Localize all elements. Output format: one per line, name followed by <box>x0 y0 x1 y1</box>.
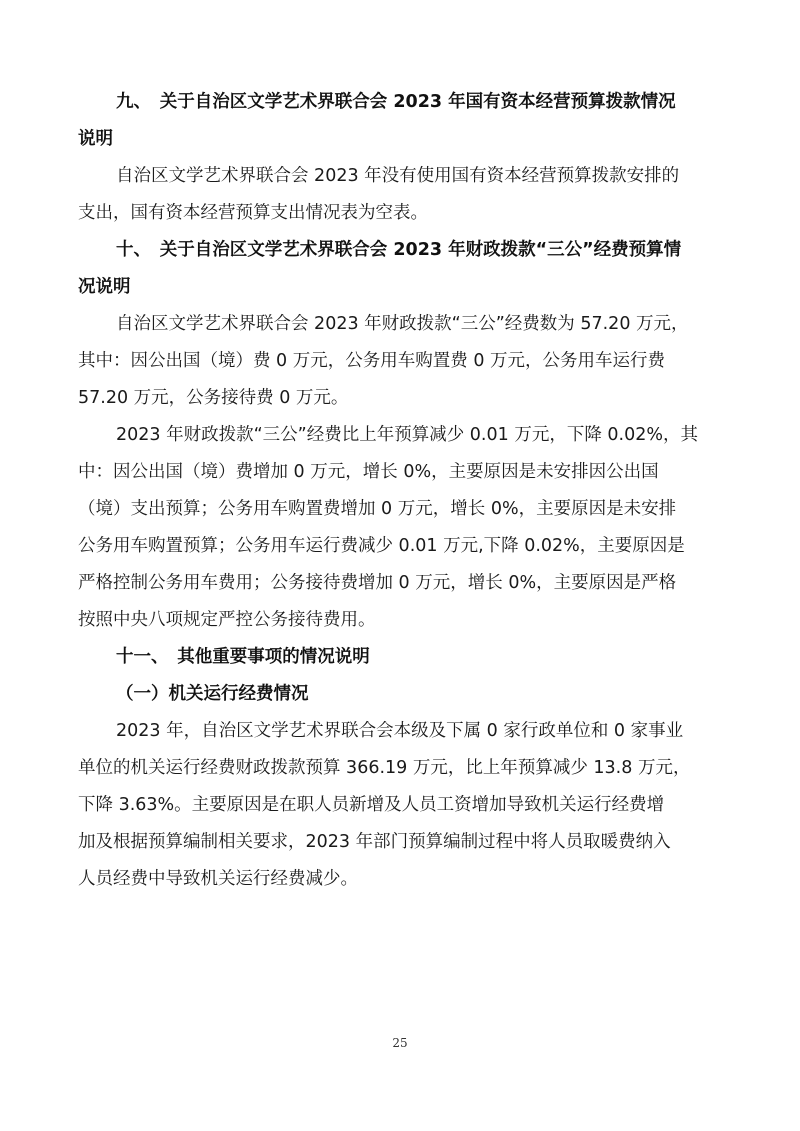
section-11-sub1-line-3: 下降 3.63%。主要原因是在职人员新增及人员工资增加导致机关运行经费增 <box>78 795 665 815</box>
section-11-sub1-line-2: 单位的机关运行经费财政拨款预算 366.19 万元，比上年预算减少 13.8 万元， <box>78 758 691 778</box>
section-11-sub1-line-5: 人员经费中导致机关运行经费减少。 <box>78 869 358 889</box>
section-9-body-line-1: 自治区文学艺术界联合会 2023 年没有使用国有资本经营预算拨款安排的 <box>116 166 680 186</box>
section-11-sub1-heading: （一）机关运行经费情况 <box>116 684 309 704</box>
section-10-p1-line-1: 自治区文学艺术界联合会 2023 年财政拨款“三公”经费数为 57.20 万元， <box>116 314 689 334</box>
section-10-heading-line-2: 况说明 <box>78 277 131 297</box>
section-10-p2-line-1: 2023 年财政拨款“三公”经费比上年预算减少 0.01 万元，下降 0.02%，其 <box>116 425 698 445</box>
section-11-heading: 十一、 其他重要事项的情况说明 <box>116 647 370 667</box>
section-11-sub1-line-1: 2023 年，自治区文学艺术界联合会本级及下属 0 家行政单位和 0 家事业 <box>116 721 684 741</box>
section-9-body-line-2: 支出，国有资本经营预算支出情况表为空表。 <box>78 203 428 223</box>
section-10-heading-line-1: 十、 关于自治区文学艺术界联合会 2023 年财政拨款“三公”经费预算情 <box>116 240 682 260</box>
section-10-p2-line-2: 中：因公出国（境）费增加 0 万元，增长 0%，主要原因是未安排因公出国 <box>78 462 659 482</box>
section-10-p2-line-3: （境）支出预算；公务用车购置费增加 0 万元，增长 0%，主要原因是未安排 <box>78 499 677 519</box>
section-10-p2-line-4: 公务用车购置预算；公务用车运行费减少 0.01 万元,下降 0.02%，主要原因是 <box>78 536 685 556</box>
section-10-p1-line-2: 其中：因公出国（境）费 0 万元，公务用车购置费 0 万元，公务用车运行费 <box>78 351 666 371</box>
section-10-p1-line-3: 57.20 万元，公务接待费 0 万元。 <box>78 388 349 408</box>
section-10-p2-line-6: 按照中央八项规定严控公务接待费用。 <box>78 610 376 630</box>
section-9-heading-line-1: 九、 关于自治区文学艺术界联合会 2023 年国有资本经营预算拨款情况 <box>116 92 676 112</box>
section-10-p2-line-5: 严格控制公务用车费用；公务接待费增加 0 万元，增长 0%，主要原因是严格 <box>78 573 677 593</box>
section-9-heading-line-2: 说明 <box>78 129 113 149</box>
section-11-sub1-line-4: 加及根据预算编制相关要求，2023 年部门预算编制过程中将人员取暖费纳入 <box>78 832 671 852</box>
page-number: 25 <box>392 1036 408 1050</box>
